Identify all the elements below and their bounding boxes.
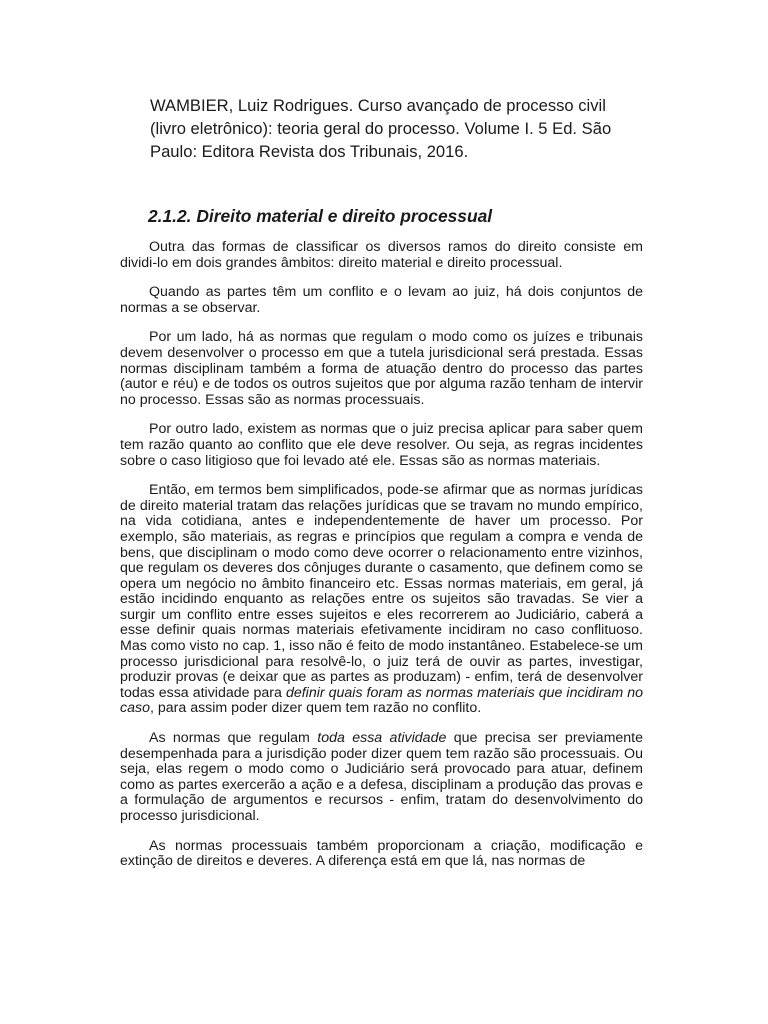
paragraph-3: Por um lado, há as normas que regulam o modo como os juízes e tribunais devem desenvolver o processo em que a tutela jurisdicional será prestada. Essas normas disciplinam também a forma de atuação dentro do processo das partes (autor e réu) e de todos os outros sujeitos que por alguma razão tenham de intervir no processo. Essas são as normas processuais. <box>120 329 643 408</box>
paragraph-7: As normas processuais também proporcionam a criação, modificação e extinção de direitos e deveres. A diferença está em que lá, nas normas de <box>120 837 643 870</box>
paragraph-1: Outra das formas de classificar os diversos ramos do direito consiste em dividi-lo em dois grandes âmbitos: direito material e direito processual. <box>120 239 643 271</box>
paragraph-5 <box>120 483 643 717</box>
paragraph-6-text-a: As normas que regulam <box>149 730 318 747</box>
paragraph-4: Por outro lado, existem as normas que o juiz precisa aplicar para saber quem tem razão quanto ao conflito que ele deve resolver. Ou seja, as regras incidentes sobre o caso litigioso que foi levado até ele. Essas são as normas materiais. <box>120 421 643 469</box>
paragraph-6-emphasis: toda essa atividade <box>317 730 447 747</box>
paragraph-2: Quando as partes têm um conflito e o levam ao juiz, há dois conjuntos de normas a se observar. <box>120 284 643 316</box>
paragraph-5-text-a: Então, em termos bem simplificados, pode-se afirmar que as normas jurídicas de direito material tratam das relações jurídicas que se travam no mundo empírico, na vida cotidiana, antes e independentemente de haver um processo. Por exemplo, são materiais, as regras e princípios que regulam a compra e venda de bens, que disciplinam o modo como deve ocorrer o relacionamento entre vizinhos, que regulam os deveres dos cônjuges durante o casamento, que definem como se opera um negócio no âmbito financeiro etc. Essas normas materiais, em geral, já estão incidindo enquanto as relações entre os sujeitos são travadas. Se vier a surgir um conflito entre esses sujeitos e eles recorrerem ao Judiciário, caberá a esse definir quais normas materiais efetivamente incidiram no caso conflituoso. Mas como visto no cap. 1, isso não é feito de modo instantâneo. Estabelece-se um processo jurisdicional para resolvê-lo, o juiz terá de ouvir as partes, investigar, produzir provas (e deixar que as partes as produzam) - enfim, terá de desenvolver todas essa atividade para <box>120 482 643 701</box>
section-heading: 2.1.2. Direito material e direito processual <box>148 206 493 226</box>
paragraph-5-text-b: , para assim poder dizer quem tem razão no conflito. <box>149 700 482 717</box>
paragraph-5-emphasis: definir quais foram as normas materiais que incidiram no caso <box>120 684 643 717</box>
bibliographic-reference: WAMBIER, Luiz Rodrigues. Curso avançado de processo civil (livro eletrônico): teoria geral do processo. Volume I. 5 Ed. São Paulo: Editora Revista dos Tribunais, 2016. <box>150 96 612 161</box>
paragraph-6-text-b: que precisa ser previamente desempenhada para a jurisdição poder dizer quem tem razão são processuais. Ou seja, elas regem o modo como o Judiciário será provocado para atuar, definem como as partes exercerão a ação e a defesa, disciplinam a produção das provas e a formulação de argumentos e recursos - enfim, tratam do desenvolvimento do processo jurisdicional. <box>120 730 643 824</box>
section-body <box>120 240 643 884</box>
paragraph-6 <box>120 731 643 825</box>
document-page <box>120 94 643 870</box>
